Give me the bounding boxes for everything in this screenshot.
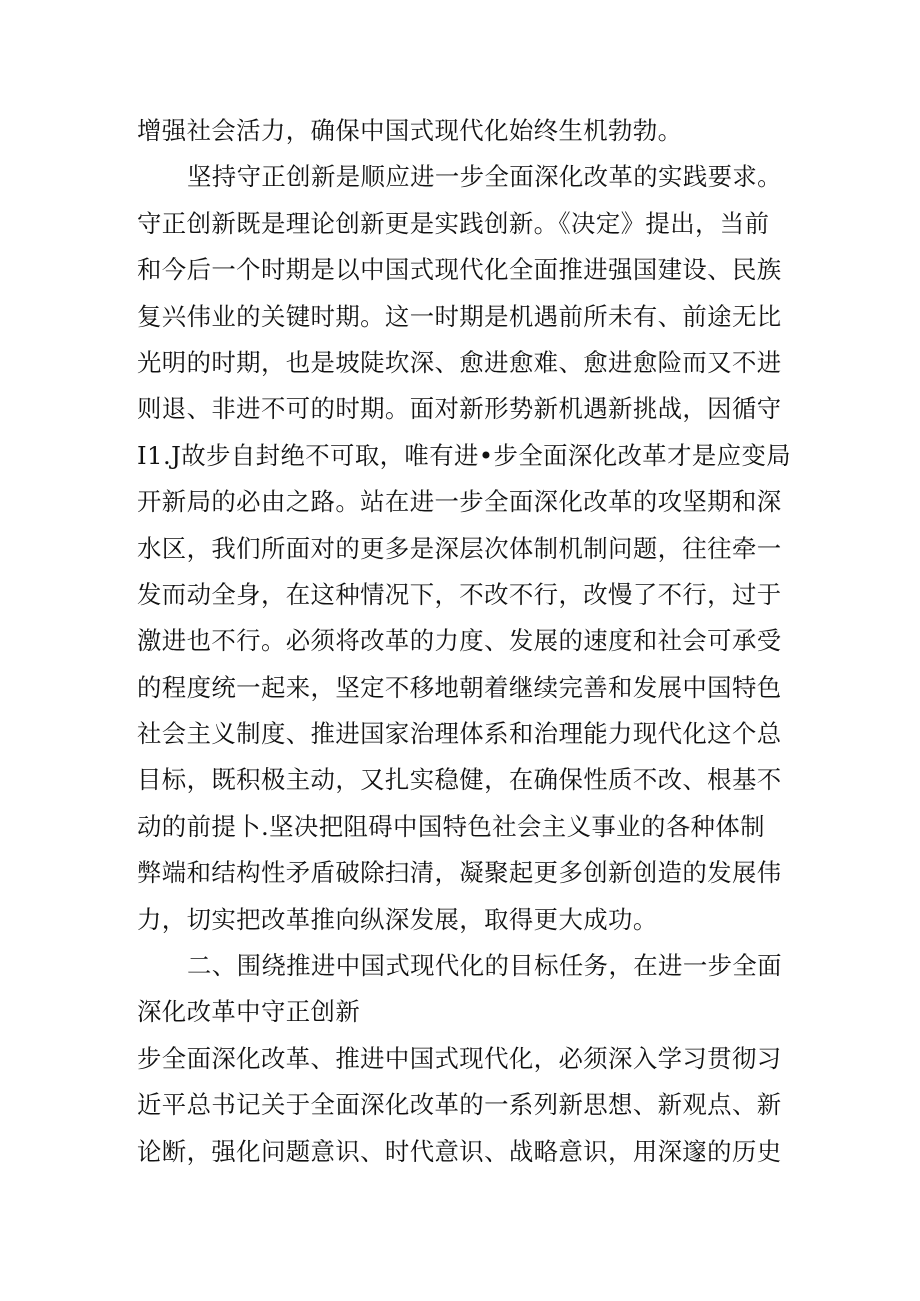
text-line-23: 论断，强化问题意识、时代意识、战略意识，用深邃的历史	[137, 1136, 782, 1166]
text-line-12: 激进也不行。必须将改革的力度、发展的速度和社会可承受	[137, 626, 782, 656]
section-heading-line-2: 深化改革中守正创新	[137, 997, 361, 1027]
text-line-8: I1.J故步自封绝不可取，唯有进•步全面深化改革才是应变局	[137, 440, 792, 470]
text-line-14: 社会主义制度、推进国家治理体系和治理能力现代化这个总	[137, 719, 782, 749]
text-line-9: 开新局的必由之路。站在进一步全面深化改革的攻坚期和深	[137, 487, 782, 517]
text-line-11: 发而动全身，在这种情况下，不改不行，改慢了不行，过于	[137, 579, 782, 609]
text-line-16: 动的前提卜.坚决把阻碍中国特色社会主义事业的各种体制	[137, 811, 765, 841]
text-line-15: 目标，既积极主动，又扎实稳健，在确保性质不改、根基不	[137, 765, 782, 795]
text-line-7: 则退、非进不可的时期。面对新形势新机遇新挑战，因循守	[137, 394, 782, 424]
text-line-10: 水区，我们所面对的更多是深层次体制机制问题，往往牵一	[137, 533, 782, 563]
text-line-13: 的程度统一起来，坚定不移地朝着继续完善和发展中国特色	[137, 672, 782, 702]
text-line-2: 坚持守正创新是顺应进一步全面深化改革的实践要求。	[187, 162, 782, 192]
text-line-18: 力，切实把改革推向纵深发展，取得更大成功。	[137, 904, 658, 934]
text-line-17: 弊端和结构性矛盾破除扫清，凝聚起更多创新创造的发展伟	[137, 858, 782, 888]
text-line-6: 光明的时期，也是坡陡坎深、愈进愈难、愈进愈险而又不进	[137, 347, 782, 377]
text-line-21: 步全面深化改革、推进中国式现代化，必须深入学习贯彻习	[137, 1043, 782, 1073]
text-line-22: 近平总书记关于全面深化改革的一系列新思想、新观点、新	[137, 1090, 782, 1120]
text-line-3: 守正创新既是理论创新更是实践创新。《决定》提出，当前	[137, 208, 770, 238]
text-line-1: 增强社会活力，确保中国式现代化始终生机勃勃。	[137, 116, 683, 145]
document-body	[137, 108, 792, 1175]
section-heading-line-1: 二、围绕推进中国式现代化的目标任务，在进一步全面	[187, 951, 782, 981]
text-line-5: 复兴伟业的关键时期。这一时期是机遇前所未有、前途无比	[137, 301, 782, 331]
text-line-4: 和今后一个时期是以中国式现代化全面推进强国建设、民族	[137, 255, 782, 285]
